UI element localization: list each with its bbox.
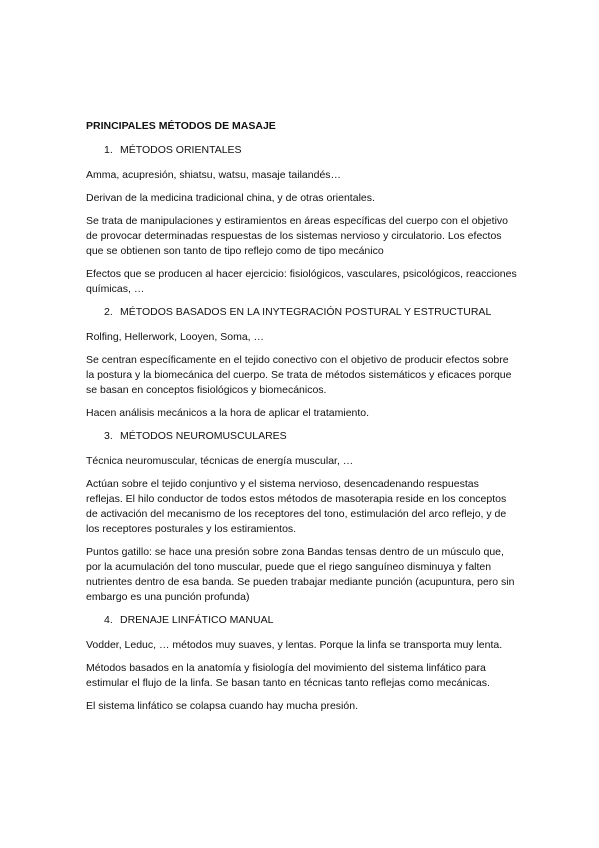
paragraph: Hacen análisis mecánicos a la hora de aplicar el tratamiento. (86, 407, 370, 419)
section-title: MÉTODOS NEUROMUSCULARES (120, 430, 287, 442)
paragraph: Actúan sobre el tejido conjuntivo y el sistema nervioso, desencadenando respuestas reflejas. El hilo conductor de todos estos métodos de masoterapia reside en los conceptos de activación del mecanismo de los receptores del tono, estimulación del arco reflejo, y de los receptores posturales y los estiramientos. (86, 478, 507, 535)
paragraph: Puntos gatillo: se hace una presión sobre zona Bandas tensas dentro de un músculo que, por la acumulación del tono muscular, puede que el riego sanguíneo disminuya y falten nutrientes dentro de esa banda. Se pueden trabajar mediante punción (acupuntura, pero sin embargo es una punción profunda) (86, 546, 515, 603)
paragraph: Vodder, Leduc, … métodos muy suaves, y lentas. Porque la linfa se transporta muy lenta. (86, 639, 503, 651)
paragraph: Efectos que se producen al hacer ejercicio: fisiológicos, vasculares, psicológicos, reacciones químicas, … (86, 268, 517, 295)
section-number: 1. (104, 144, 113, 156)
document-body (86, 119, 518, 722)
section-heading-4 (86, 613, 518, 628)
section-number: 4. (104, 614, 113, 626)
section-title: MÉTODOS BASADOS EN LA INYTEGRACIÓN POSTURAL Y ESTRUCTURAL (120, 306, 492, 318)
paragraph: Rolfing, Hellerwork, Looyen, Soma, … (86, 331, 264, 343)
paragraph: Técnica neuromuscular, técnicas de energía muscular, … (86, 455, 354, 467)
paragraph: El sistema linfático se colapsa cuando hay mucha presión. (86, 700, 358, 712)
paragraph: Métodos basados en la anatomía y fisiología del movimiento del sistema linfático para estimular el flujo de la linfa. Se basan tanto en técnicas tanto reflejas como mecánicas. (86, 662, 490, 689)
section-heading-2 (86, 305, 518, 320)
paragraph: Se centran específicamente en el tejido conectivo con el objetivo de producir efectos sobre la postura y la biomecánica del cuerpo. Se trata de métodos sistemáticos y eficaces porque se basan en conceptos fisiológicos y biomecánicos. (86, 354, 512, 396)
document-title: PRINCIPALES MÉTODOS DE MASAJE (86, 120, 276, 132)
section-heading-1 (86, 143, 518, 158)
section-title: MÉTODOS ORIENTALES (120, 144, 242, 156)
paragraph: Se trata de manipulaciones y estiramientos en áreas específicas del cuerpo con el objetivo de provocar determinadas respuestas de los sistemas nervioso y circulatorio. Los efectos que se obtienen son tanto de tipo reflejo como de tipo mecánico (86, 215, 508, 257)
paragraph: Amma, acupresión, shiatsu, watsu, masaje tailandés… (86, 169, 342, 181)
section-number: 3. (104, 430, 113, 442)
section-number: 2. (104, 306, 113, 318)
paragraph: Derivan de la medicina tradicional china, y de otras orientales. (86, 192, 375, 204)
section-heading-3 (86, 429, 518, 444)
section-title: DRENAJE LINFÁTICO MANUAL (120, 614, 274, 626)
